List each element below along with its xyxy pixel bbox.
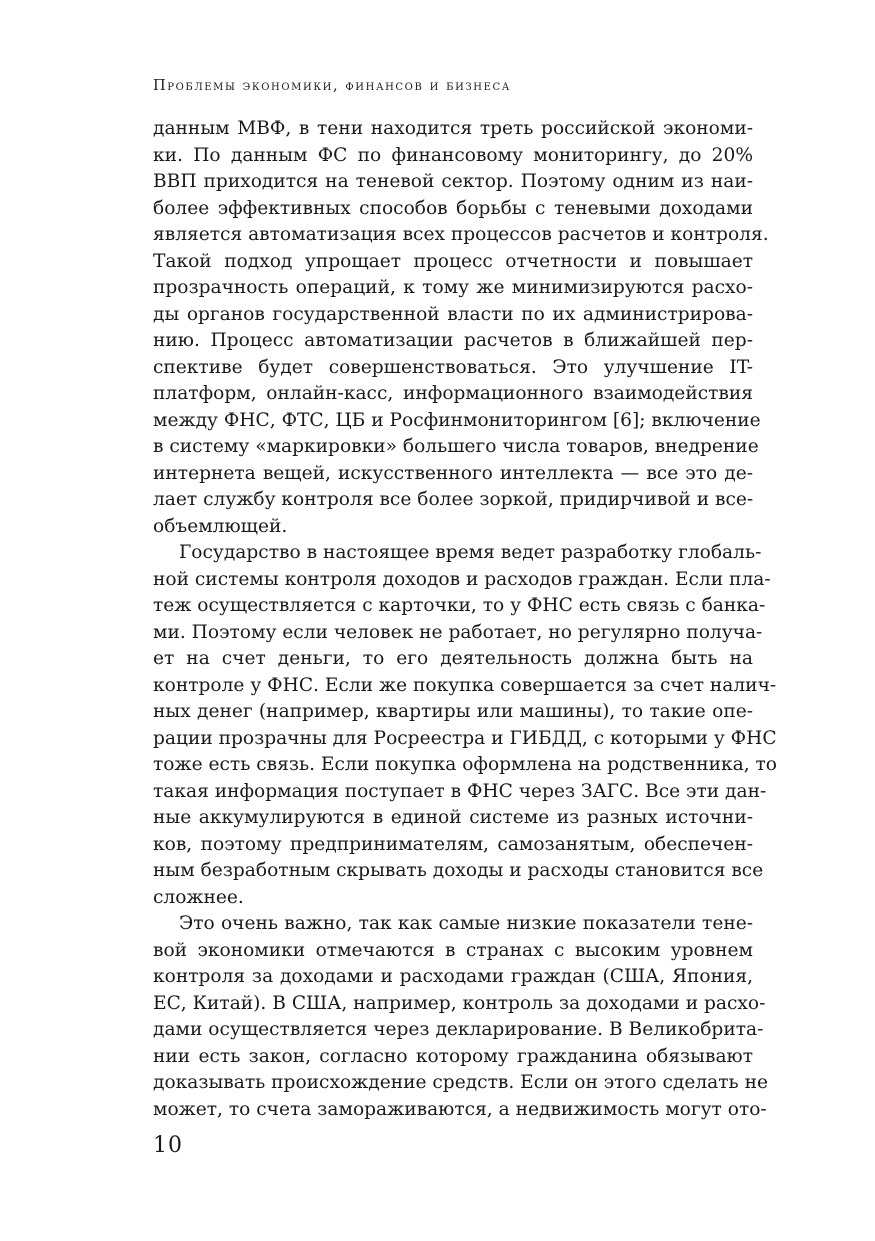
text-line: более эффективных способов борьбы с теневыми доходами [153,197,753,219]
text-line: ВВП приходится на теневой сектор. Поэтому одним из наи- [153,171,753,192]
paragraph [153,540,777,911]
text-line: ные аккумулируются в единой системе из разных источни- [153,807,753,828]
text-line: доказывать происхождение средств. Если он этого сделать не [153,1072,768,1093]
paragraph [153,116,769,540]
running-head: Проблемы экономики, финансов и бизнеса [153,78,511,94]
text-line: ки. По данным ФС по финансовому мониторингу, до 20% [153,144,753,166]
text-line: ных денег (например, квартиры или машины), то такие опе- [153,701,753,722]
text-line: интернета вещей, искусственного интеллекта — все это де- [153,462,753,484]
text-line: данным МВФ, в тени находится треть российской экономи- [153,118,753,139]
text-line: прозрачность операций, к тому же минимизируются расхо- [153,277,753,298]
body-text [153,116,777,1123]
text-line: тоже есть связь. Если покупка оформлена на родственника, то [153,754,777,775]
text-line: может, то счета замораживаются, а недвижимость могут ото- [153,1098,767,1120]
text-line: сложнее. [153,886,244,908]
text-line: ЕС, Китай). В США, например, контроль за доходами и расхо- [153,992,766,1014]
text-line: ной системы контроля доходов и расходов граждан. Если пла- [153,568,771,590]
text-line: в систему «маркировки» большего числа товаров, внедрение [153,436,759,457]
text-line: ков, поэтому предпринимателям, самозанятым, обеспечен- [153,833,753,855]
text-line: Государство в настоящее время ведет разработку глобаль- [179,542,762,563]
text-line: лает службу контроля все более зоркой, придирчивой и все- [153,489,754,510]
text-line: ным безработным скрывать доходы и расходы становится все [153,860,764,881]
text-line: нию. Процесс автоматизации расчетов в ближайшей пер- [153,330,753,351]
text-line: между ФНС, ФТС, ЦБ и Росфинмониторингом [6]; включение [153,409,761,431]
text-line: платформ, онлайн-касс, информационного взаимодействия [153,383,753,404]
text-line: ды органов государственной власти по их администрирова- [153,303,753,325]
paragraph [153,911,768,1123]
text-line: является автоматизация всех процессов расчетов и контроля. [153,224,769,245]
text-line: ми. Поэтому если человек не работает, но регулярно получа- [153,621,763,643]
text-line: нии есть закон, согласно которому гражданина обязывают [153,1045,753,1067]
text-line: такая информация поступает в ФНС через ЗАГС. Все эти дан- [153,780,767,802]
text-line: контроле у ФНС. Если же покупка совершается за счет налич- [153,674,777,696]
text-line: дами осуществляется через декларирование. В Великобрита- [153,1019,764,1040]
text-line: спективе будет совершенствоваться. Это улучшение IT- [153,356,753,378]
text-line: рации прозрачны для Росреестра и ГИБДД, с которыми у ФНС [153,727,777,749]
text-line: ет на счет деньги, то его деятельность должна быть на [153,648,753,669]
text-line: Это очень важно, так как самые низкие показатели тене- [179,913,753,934]
text-line: вой экономики отмечаются в странах с высоким уровнем [153,939,753,961]
text-line: объемлющей. [153,515,288,537]
page-number: 10 [153,1133,183,1158]
text-line: Такой подход упрощает процесс отчетности и повышает [153,250,753,272]
text-line: контроля за доходами и расходами граждан (США, Япония, [153,966,753,987]
text-line: теж осуществляется с карточки, то у ФНС есть связь с банка- [153,595,766,616]
